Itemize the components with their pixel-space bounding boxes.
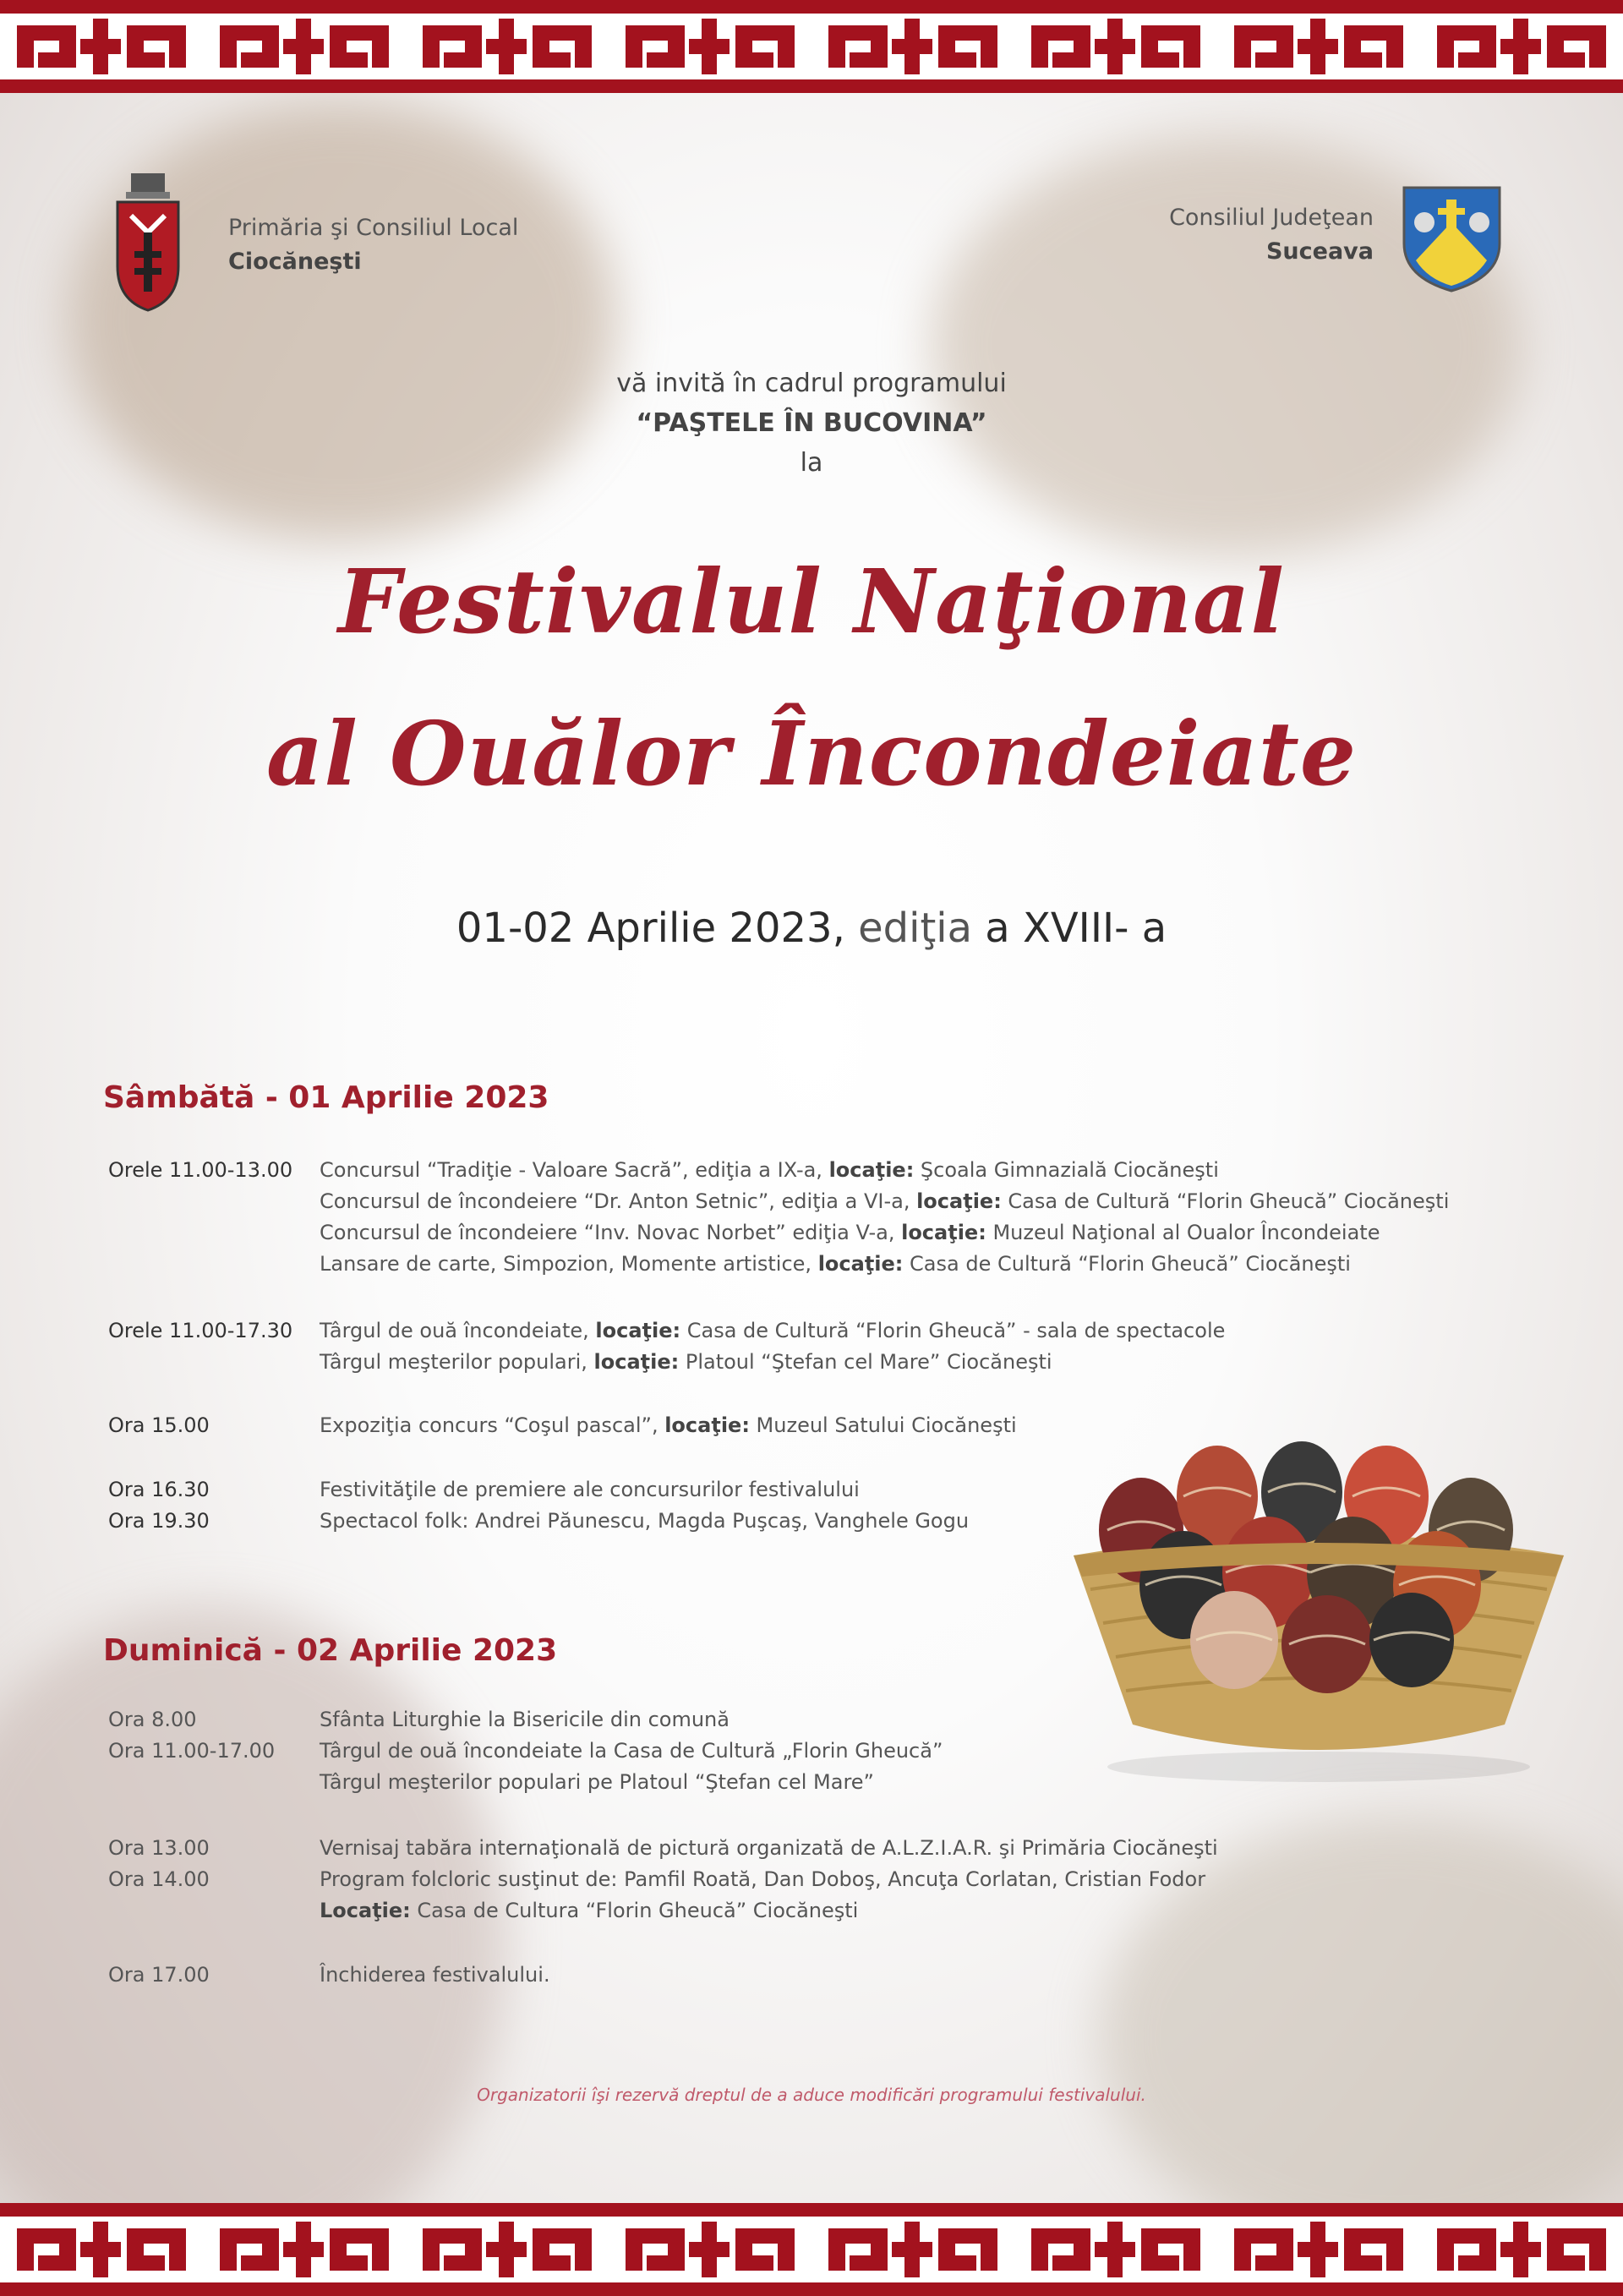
schedule-time: Orele 11.00-17.30 <box>108 1319 293 1342</box>
schedule-line <box>320 1410 1017 1441</box>
schedule-description <box>320 1960 550 1991</box>
schedule-line: Târgul meşterilor populari pe Platoul “Ştefan cel Mare” <box>320 1770 874 1794</box>
schedule-line <box>320 1315 1225 1347</box>
line-text: Târgul meşterilor populari, <box>320 1350 594 1374</box>
schedule-line <box>320 1895 1205 1927</box>
location-label: locaţie: <box>828 1158 915 1182</box>
schedule-time: Ora 8.00 <box>108 1708 197 1731</box>
line-text: Lansare de carte, Simpozion, Momente artistice, <box>320 1252 818 1276</box>
festival-date-edition <box>0 905 1623 952</box>
line-text: Concursul “Tradiţie - Valoare Sacră”, ediţia a IX-a, <box>320 1158 829 1182</box>
schedule-line <box>320 1249 1449 1280</box>
location-text: Muzeul Satului Ciocăneşti <box>749 1413 1017 1437</box>
organizer-disclaimer: Organizatorii îşi rezervă dreptul de a aduce modificări programului festivalului. <box>477 2085 1146 2105</box>
location-label: locaţie: <box>664 1413 750 1437</box>
line-text: Expoziţia concurs “Coşul pascal”, <box>320 1413 665 1437</box>
easter-egg-basket-image <box>1048 1403 1589 1792</box>
organizer-left <box>228 211 518 279</box>
festival-dates: 01-02 Aprilie 2023, <box>456 905 859 952</box>
schedule-line <box>320 1186 1449 1217</box>
schedule-time: Ora 11.00-17.00 <box>108 1739 276 1763</box>
schedule-time: Orele 11.00-13.00 <box>108 1158 293 1182</box>
schedule-line: Târgul de ouă încondeiate la Casa de Cultură „Florin Gheucă” <box>320 1739 943 1763</box>
schedule-description <box>320 1315 1225 1378</box>
organizer-left-line2: Ciocăneşti <box>228 249 362 275</box>
schedule-time: Ora 15.00 <box>108 1413 210 1437</box>
schedule-time: Ora 13.00 <box>108 1836 210 1860</box>
location-label: locaţie: <box>817 1252 904 1276</box>
schedule-time: Ora 19.30 <box>108 1509 210 1533</box>
edition-word: ediţia <box>858 905 986 952</box>
line-text: Târgul de ouă încondeiate, <box>320 1319 596 1342</box>
location-label: locaţie: <box>916 1189 1002 1213</box>
location-label: locaţie: <box>595 1319 681 1342</box>
organizer-right-line1: Consiliul Judeţean <box>1169 205 1374 231</box>
suceava-coat-of-arms-icon <box>1399 184 1505 294</box>
edition-number: a XVIII- a <box>985 905 1167 952</box>
schedule-description <box>320 1736 943 1798</box>
location-label: locaţie: <box>901 1221 986 1244</box>
schedule-line <box>320 1347 1225 1378</box>
festival-title-line2: al Ouălor Încondeiate <box>265 702 1358 806</box>
bottom-ornament-border <box>0 2203 1623 2296</box>
line-text: Concursul de încondeiere “Inv. Novac Norbet” ediţia V-a, <box>320 1221 902 1244</box>
schedule-time: Ora 16.30 <box>108 1478 210 1501</box>
schedule-description <box>320 1704 730 1736</box>
location-label: locaţie: <box>593 1350 680 1374</box>
festival-title-line1: Festivalul Naţional <box>338 549 1285 653</box>
schedule-description <box>320 1833 1218 1864</box>
schedule-description <box>320 1864 1205 1927</box>
invitation-block <box>0 364 1623 483</box>
schedule-description <box>320 1506 969 1537</box>
organizer-right <box>1169 201 1374 269</box>
invitation-line3: la <box>800 448 823 478</box>
schedule-line: Sfânta Liturghie la Bisericile din comună <box>320 1708 730 1731</box>
schedule-line: Spectacol folk: Andrei Păunescu, Magda Puşcaş, Vanghele Gogu <box>320 1509 970 1533</box>
day1-heading: Sâmbătă - 01 Aprilie 2023 <box>103 1080 549 1115</box>
location-text: Şcoala Gimnazială Ciocăneşti <box>914 1158 1219 1182</box>
location-label: Locaţie: <box>320 1899 411 1922</box>
organizer-left-line1: Primăria şi Consiliul Local <box>228 215 519 241</box>
program-name: “PAŞTELE ÎN BUCOVINA” <box>636 408 987 438</box>
location-text: Casa de Cultura “Florin Gheucă” Ciocăneşti <box>410 1899 859 1922</box>
schedule-line: Vernisaj tabăra internaţională de pictură organizată de A.L.Z.I.A.R. şi Primăria Ciocăneşti <box>320 1836 1218 1860</box>
top-ornament-border <box>0 0 1623 93</box>
schedule-description <box>320 1155 1449 1280</box>
schedule-line: Festivităţile de premiere ale concursurilor festivalului <box>320 1478 860 1501</box>
location-text: Platoul “Ştefan cel Mare” Ciocăneşti <box>679 1350 1052 1374</box>
schedule-line <box>320 1217 1449 1249</box>
location-text: Muzeul Naţional al Oualor Încondeiate <box>986 1221 1380 1244</box>
ciocanesti-coat-of-arms-icon <box>114 173 182 313</box>
schedule-description <box>320 1474 860 1506</box>
schedule-line <box>320 1155 1449 1186</box>
location-text: Casa de Cultură “Florin Gheucă” Ciocăneşti <box>903 1252 1351 1276</box>
invitation-line1: vă invită în cadrul programului <box>616 369 1007 398</box>
organizer-right-line2: Suceava <box>1265 238 1374 265</box>
schedule-line: Program folcloric susţinut de: Pamfil Roată, Dan Doboş, Ancuţa Corlatan, Cristian Fodor <box>320 1867 1206 1891</box>
day2-heading: Duminică - 02 Aprilie 2023 <box>103 1633 558 1668</box>
schedule-time: Ora 17.00 <box>108 1963 210 1987</box>
schedule-time: Ora 14.00 <box>108 1867 210 1891</box>
line-text: Concursul de încondeiere “Dr. Anton Setnic”, ediţia a VI-a, <box>320 1189 917 1213</box>
location-text: Casa de Cultură “Florin Gheucă” - sala de spectacole <box>680 1319 1226 1342</box>
location-text: Casa de Cultură “Florin Gheucă” Ciocăneşti <box>1001 1189 1450 1213</box>
schedule-line: Închiderea festivalului. <box>320 1963 550 1987</box>
schedule-description <box>320 1410 1017 1441</box>
